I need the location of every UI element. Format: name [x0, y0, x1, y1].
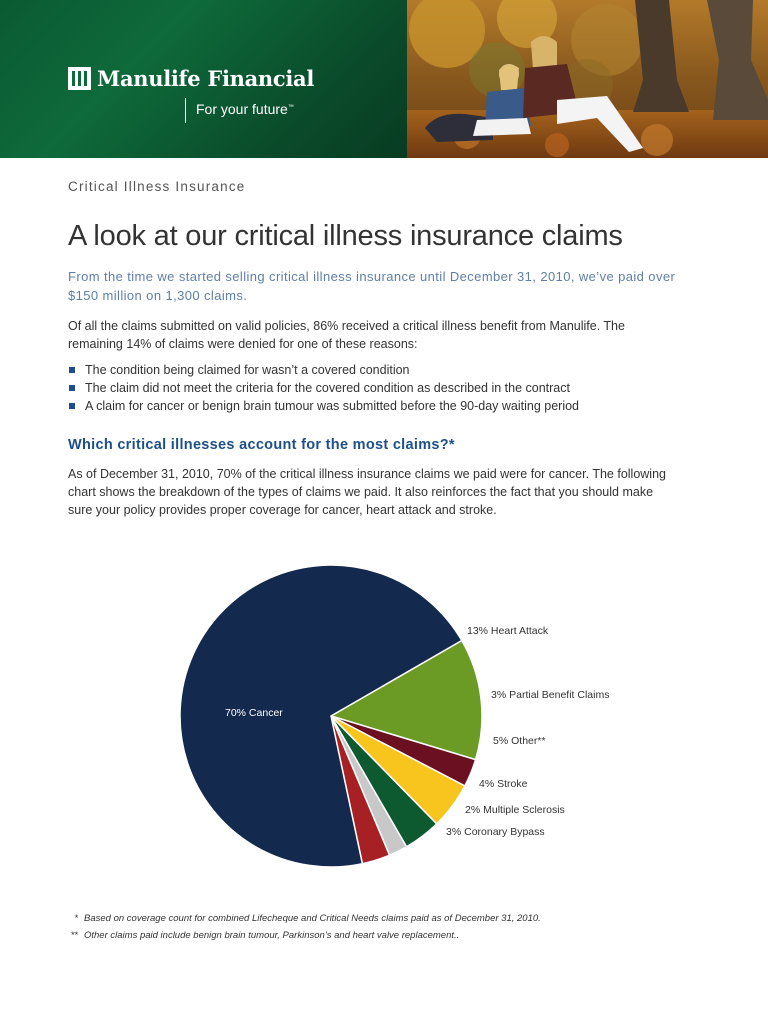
data-label-percent: 70% — [225, 707, 247, 719]
pie-chart-svg — [0, 540, 768, 900]
intro-paragraph: From the time we started selling critical illness insurance until December 31, 2010, we’ve paid over $150 million on 1,300 claims. — [68, 269, 676, 303]
data-label-name: Partial Benefit Claims — [506, 689, 610, 701]
tagline — [196, 101, 294, 117]
list-item-text: The condition being claimed for wasn’t a covered condition — [85, 363, 410, 377]
section-heading: Which critical illnesses account for the most claims?* — [68, 437, 455, 453]
data-label-percent: 2% — [465, 804, 481, 816]
footnote — [40, 927, 740, 944]
data-label-heart-attack — [467, 625, 549, 637]
list-item — [68, 397, 579, 415]
data-label-coronary-bypass — [446, 826, 545, 838]
list-item-text: A claim for cancer or benign brain tumour was submitted before the 90-day waiting period — [85, 399, 580, 413]
data-label-percent: 3% — [491, 689, 507, 701]
bullet-square-icon — [69, 367, 75, 373]
bullet-square-icon — [69, 385, 75, 391]
data-label-name: Cancer — [246, 707, 283, 719]
data-label-stroke — [479, 778, 528, 790]
data-label-percent: 5% — [493, 735, 509, 747]
list-item — [68, 379, 579, 397]
claims-paragraph: Of all the claims submitted on valid policies, 86% received a critical illness benefit from Manulife. The remaining 14% of claims were denied for one of these reasons: — [68, 319, 625, 351]
claims-pie-chart — [0, 540, 768, 900]
denial-reasons-list — [68, 361, 579, 415]
footnote-marker: * — [74, 913, 78, 924]
data-label-percent: 4% — [479, 778, 495, 790]
data-label-other — [493, 735, 546, 747]
data-label-name: Other** — [508, 735, 546, 747]
logo — [68, 66, 314, 91]
footnote-marker: ** — [70, 930, 78, 941]
autumn-photo — [407, 0, 768, 158]
list-item-text: The claim did not meet the criteria for the covered condition as described in the contract — [85, 381, 570, 395]
data-label-name: Stroke — [494, 778, 528, 790]
document-subtitle: Critical Illness Insurance — [68, 179, 246, 194]
data-label-percent: 3% — [446, 826, 462, 838]
data-label-name: Coronary Bypass — [461, 826, 545, 838]
footnote-text: Based on coverage count for combined Lifecheque and Critical Needs claims paid as of December 31, 2010. — [84, 913, 541, 924]
header-banner — [0, 0, 768, 158]
data-label-name: Heart Attack — [488, 625, 549, 637]
trademark-mark: ™ — [287, 104, 294, 111]
data-label-multiple-sclerosis — [465, 804, 565, 816]
chart-intro-paragraph: As of December 31, 2010, 70% of the critical illness insurance claims we paid were for cancer. The following chart shows the breakdown of the types of claims we paid. It also reinforces the fact that you should make sure your policy provides proper coverage for cancer, heart attack and stroke. — [68, 467, 666, 517]
data-label-percent: 13% — [467, 625, 489, 637]
data-label-cancer — [225, 707, 283, 719]
brand-name: Manulife Financial — [97, 66, 315, 91]
list-item — [68, 361, 579, 379]
footnote-text: Other claims paid include benign brain tumour, Parkinson’s and heart valve replacement.. — [84, 930, 460, 941]
tagline-text: For your future — [196, 101, 288, 117]
footnotes — [40, 910, 740, 944]
data-label-partial-benefit-claims — [491, 689, 609, 701]
bullet-square-icon — [69, 403, 75, 409]
brand-panel — [0, 0, 407, 158]
manulife-logo-icon — [68, 67, 91, 90]
page-title: A look at our critical illness insurance claims — [68, 220, 623, 252]
footnote — [40, 910, 740, 927]
tagline-divider — [185, 98, 186, 123]
data-label-name: Multiple Sclerosis — [480, 804, 565, 816]
